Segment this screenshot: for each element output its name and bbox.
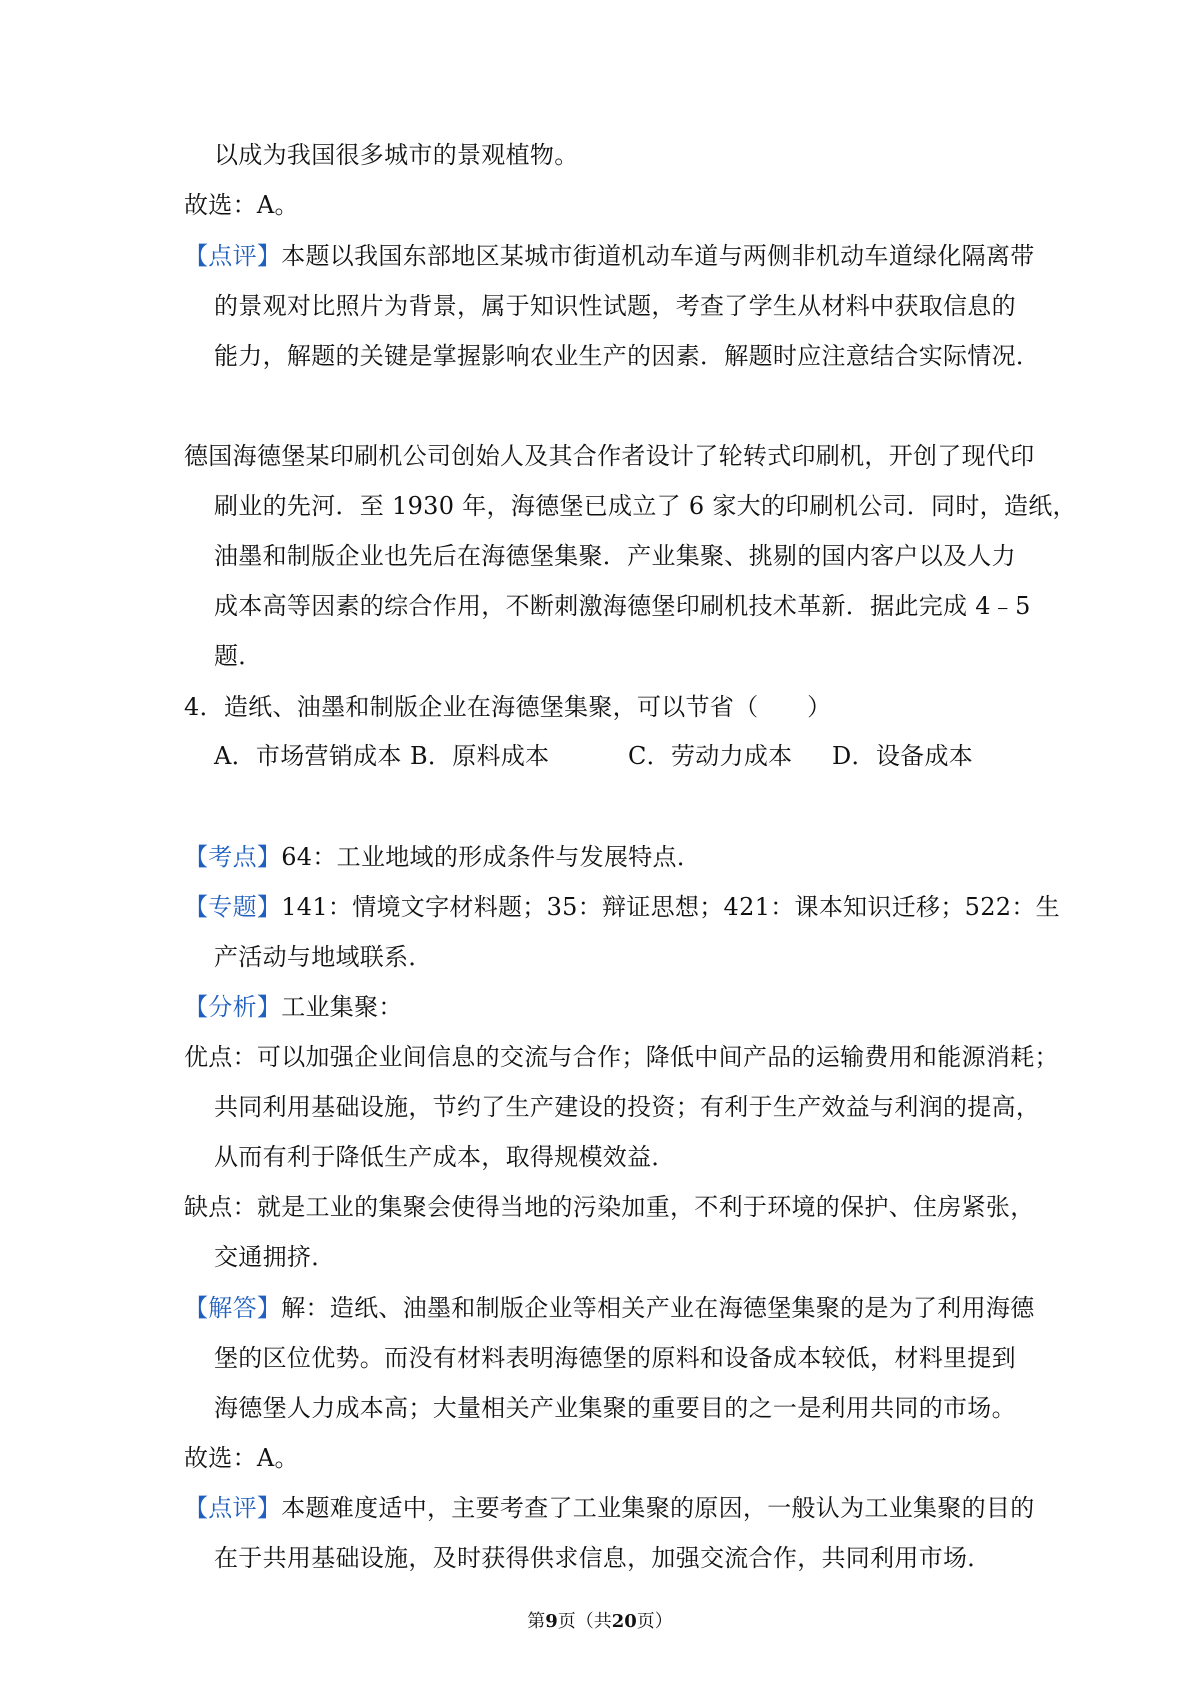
fenxi-tag: 【分析】	[184, 993, 282, 1021]
option-c: C．劳动力成本	[628, 742, 793, 770]
option-d: D．设备成本	[832, 742, 974, 770]
kaodian-line	[184, 842, 701, 872]
fenxi-line	[184, 992, 403, 1022]
prev-comment-line-2: 的景观对比照片为背景，属于知识性试题，考查了学生从材料中获取信息的	[214, 292, 1016, 320]
fenxi-text: 工业集聚：	[281, 993, 403, 1021]
zhuanti-line-1	[184, 892, 1060, 922]
pingjia-line-2: 在于共用基础设施，及时获得供求信息，加强交流合作，共同利用市场．	[214, 1544, 992, 1572]
youdian-line-3: 从而有利于降低生产成本，取得规模效益．	[214, 1143, 676, 1171]
material-line-2: 刷业的先河．至 1930 年，海德堡已成立了 6 家大的印刷机公司．同时，造纸，	[214, 492, 1077, 520]
prev-answer-choice: 故选：A。	[184, 191, 299, 219]
pingjia-tag: 【点评】	[184, 1494, 282, 1522]
comment-tag: 【点评】	[184, 242, 282, 270]
kaodian-text: 64：工业地域的形成条件与发展特点．	[281, 843, 702, 871]
material-line-1: 德国海德堡某印刷机公司创始人及其合作者设计了轮转式印刷机，开创了现代印	[184, 442, 1035, 470]
pingjia-line-1	[184, 1493, 1035, 1523]
jieda-text: 解：造纸、油墨和制版企业等相关产业在海德堡集聚的是为了利用海德	[281, 1294, 1035, 1322]
material-line-3: 油墨和制版企业也先后在海德堡集聚．产业集聚、挑剔的国内客户以及人力	[214, 542, 1016, 570]
jieda-tag: 【解答】	[184, 1294, 282, 1322]
quedian-line-1: 缺点：就是工业的集聚会使得当地的污染加重，不利于环境的保护、住房紧张，	[184, 1193, 1035, 1221]
footer-suffix: 页）	[636, 1611, 673, 1632]
comment-text: 本题以我国东部地区某城市街道机动车道与两侧非机动车道绿化隔离带	[281, 242, 1035, 270]
quedian-line-2: 交通拥挤．	[214, 1243, 336, 1271]
youdian-line-2: 共同利用基础设施，节约了生产建设的投资；有利于生产效益与利润的提高，	[214, 1093, 1041, 1121]
page-footer	[0, 1610, 1200, 1634]
youdian-line-1: 优点：可以加强企业间信息的交流与合作；降低中间产品的运输费用和能源消耗；	[184, 1043, 1059, 1071]
footer-middle: 页（共	[557, 1611, 612, 1632]
footer-total-pages: 20	[611, 1611, 637, 1632]
question-stem: 4．造纸、油墨和制版企业在海德堡集聚，可以节省（ ）	[184, 693, 832, 721]
jieda-line-1	[184, 1293, 1035, 1323]
footer-page-number: 9	[545, 1611, 558, 1632]
prev-comment-line-3: 能力，解题的关键是掌握影响农业生产的因素．解题时应注意结合实际情况．	[214, 342, 1041, 370]
material-line-4: 成本高等因素的综合作用，不断刺激海德堡印刷机技术革新．据此完成 4﹣5	[214, 592, 1031, 620]
prev-comment-line-1	[184, 241, 1035, 271]
option-a: A．市场营销成本	[214, 742, 402, 770]
answer-choice: 故选：A。	[184, 1444, 299, 1472]
option-b: B．原料成本	[410, 742, 550, 770]
material-line-5: 题．	[214, 642, 263, 670]
kaodian-tag: 【考点】	[184, 843, 282, 871]
question-options	[214, 741, 973, 771]
zhuanti-tag: 【专题】	[184, 893, 282, 921]
jieda-line-3: 海德堡人力成本高；大量相关产业集聚的重要目的之一是利用共同的市场。	[214, 1394, 1016, 1422]
jieda-line-2: 堡的区位优势。而没有材料表明海德堡的原料和设备成本较低，材料里提到	[214, 1344, 1016, 1372]
zhuanti-text: 141：情境文字材料题；35：辩证思想；421：课本知识迁移；522：生	[281, 893, 1060, 921]
pingjia-text: 本题难度适中，主要考查了工业集聚的原因，一般认为工业集聚的目的	[281, 1494, 1035, 1522]
zhuanti-line-2: 产活动与地域联系．	[214, 943, 433, 971]
footer-prefix: 第	[527, 1611, 546, 1632]
analysis-continuation: 以成为我国很多城市的景观植物。	[214, 141, 579, 169]
